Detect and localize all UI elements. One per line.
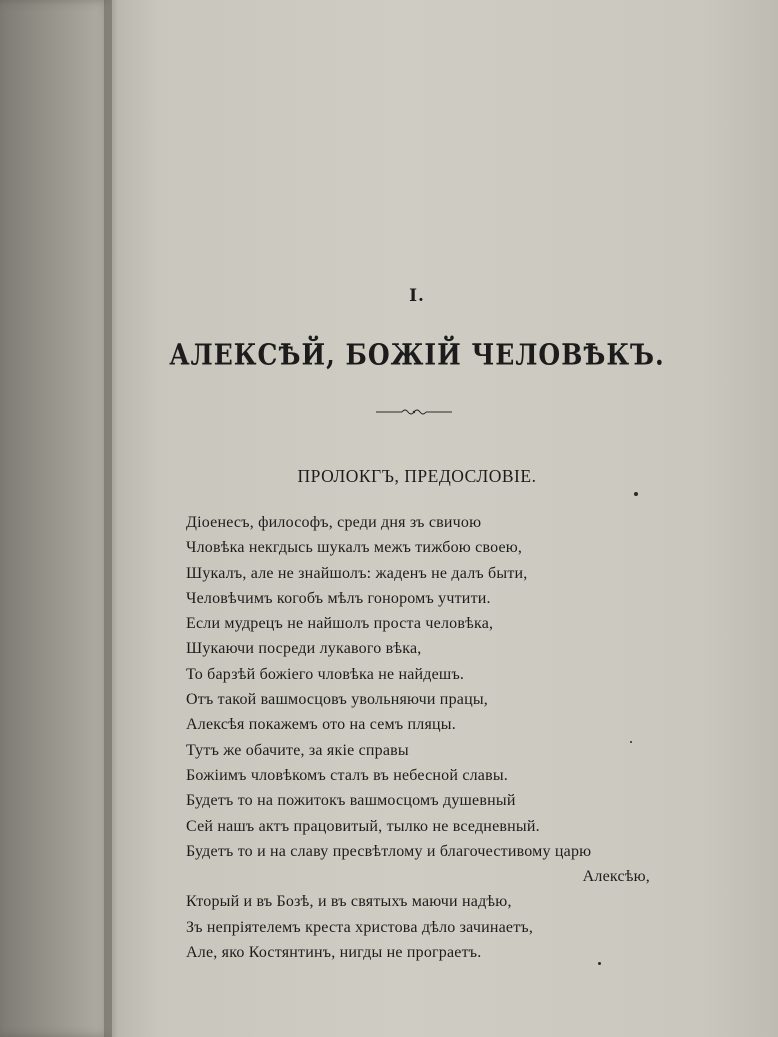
poem-line: Человѣчимъ когобъ мѣлъ гоноромъ учтити. (186, 589, 491, 607)
poem-line: Чловѣка некгдысь шукалъ межъ тижбою своею, (186, 539, 523, 557)
poem-line: Будетъ то и на славу пресвѣтлому и благочестивому царю (186, 842, 592, 860)
poem-line: Божіимъ чловѣкомъ сталъ въ небесной славы. (186, 766, 509, 784)
chapter-number: I. (409, 286, 425, 306)
poem-line-continuation: Алексѣю, (582, 868, 650, 886)
poem-line: Шукалъ, але не знайшолъ: жаденъ не далъ быти, (186, 564, 528, 582)
poem-line: Кторый и въ Бозѣ, и въ святыхъ маючи надѣю, (186, 893, 512, 911)
poem-line: Будетъ то на пожитокъ вашмосцомъ душевный (186, 792, 516, 810)
ink-speck (634, 492, 638, 496)
section-heading: ПРОЛОКГЪ, ПРЕДОСЛОВІЕ. (297, 466, 537, 486)
poem-line: Тутъ же обачите, за якіе справы (186, 741, 409, 759)
ornament-divider-icon (374, 405, 454, 419)
poem-line: Если мудрецъ не найшолъ проста человѣка, (186, 615, 494, 633)
ink-speck (598, 962, 601, 965)
book-page (112, 0, 778, 1037)
poem-line: То барзѣй божіего чловѣка не найдешъ. (186, 665, 465, 683)
poem-line: Сей нашъ актъ працовитый, тылко не вседневный. (186, 817, 540, 835)
poem-line: Діоенесъ, философъ, среди дня зъ свичою (186, 514, 482, 531)
chapter-title: АЛЕКСѢЙ, БОЖІЙ ЧЕЛОВѢКЪ. (169, 337, 665, 372)
poem-line: Алексѣя покажемъ ото на семъ пляцы. (186, 716, 456, 734)
poem-line: Зъ непріятелемъ креста христова дѣло зачинаетъ, (186, 918, 534, 936)
previous-page-edge (0, 0, 112, 1037)
ink-speck (630, 741, 632, 743)
poem-line: Шукаючи посреди лукавого вѣка, (186, 640, 422, 658)
poem-line: Отъ такой вашмосцовъ увольняючи працы, (186, 691, 488, 709)
poem-text (186, 510, 656, 965)
poem-line: Але, яко Костянтинъ, нигды не програетъ. (186, 944, 482, 962)
